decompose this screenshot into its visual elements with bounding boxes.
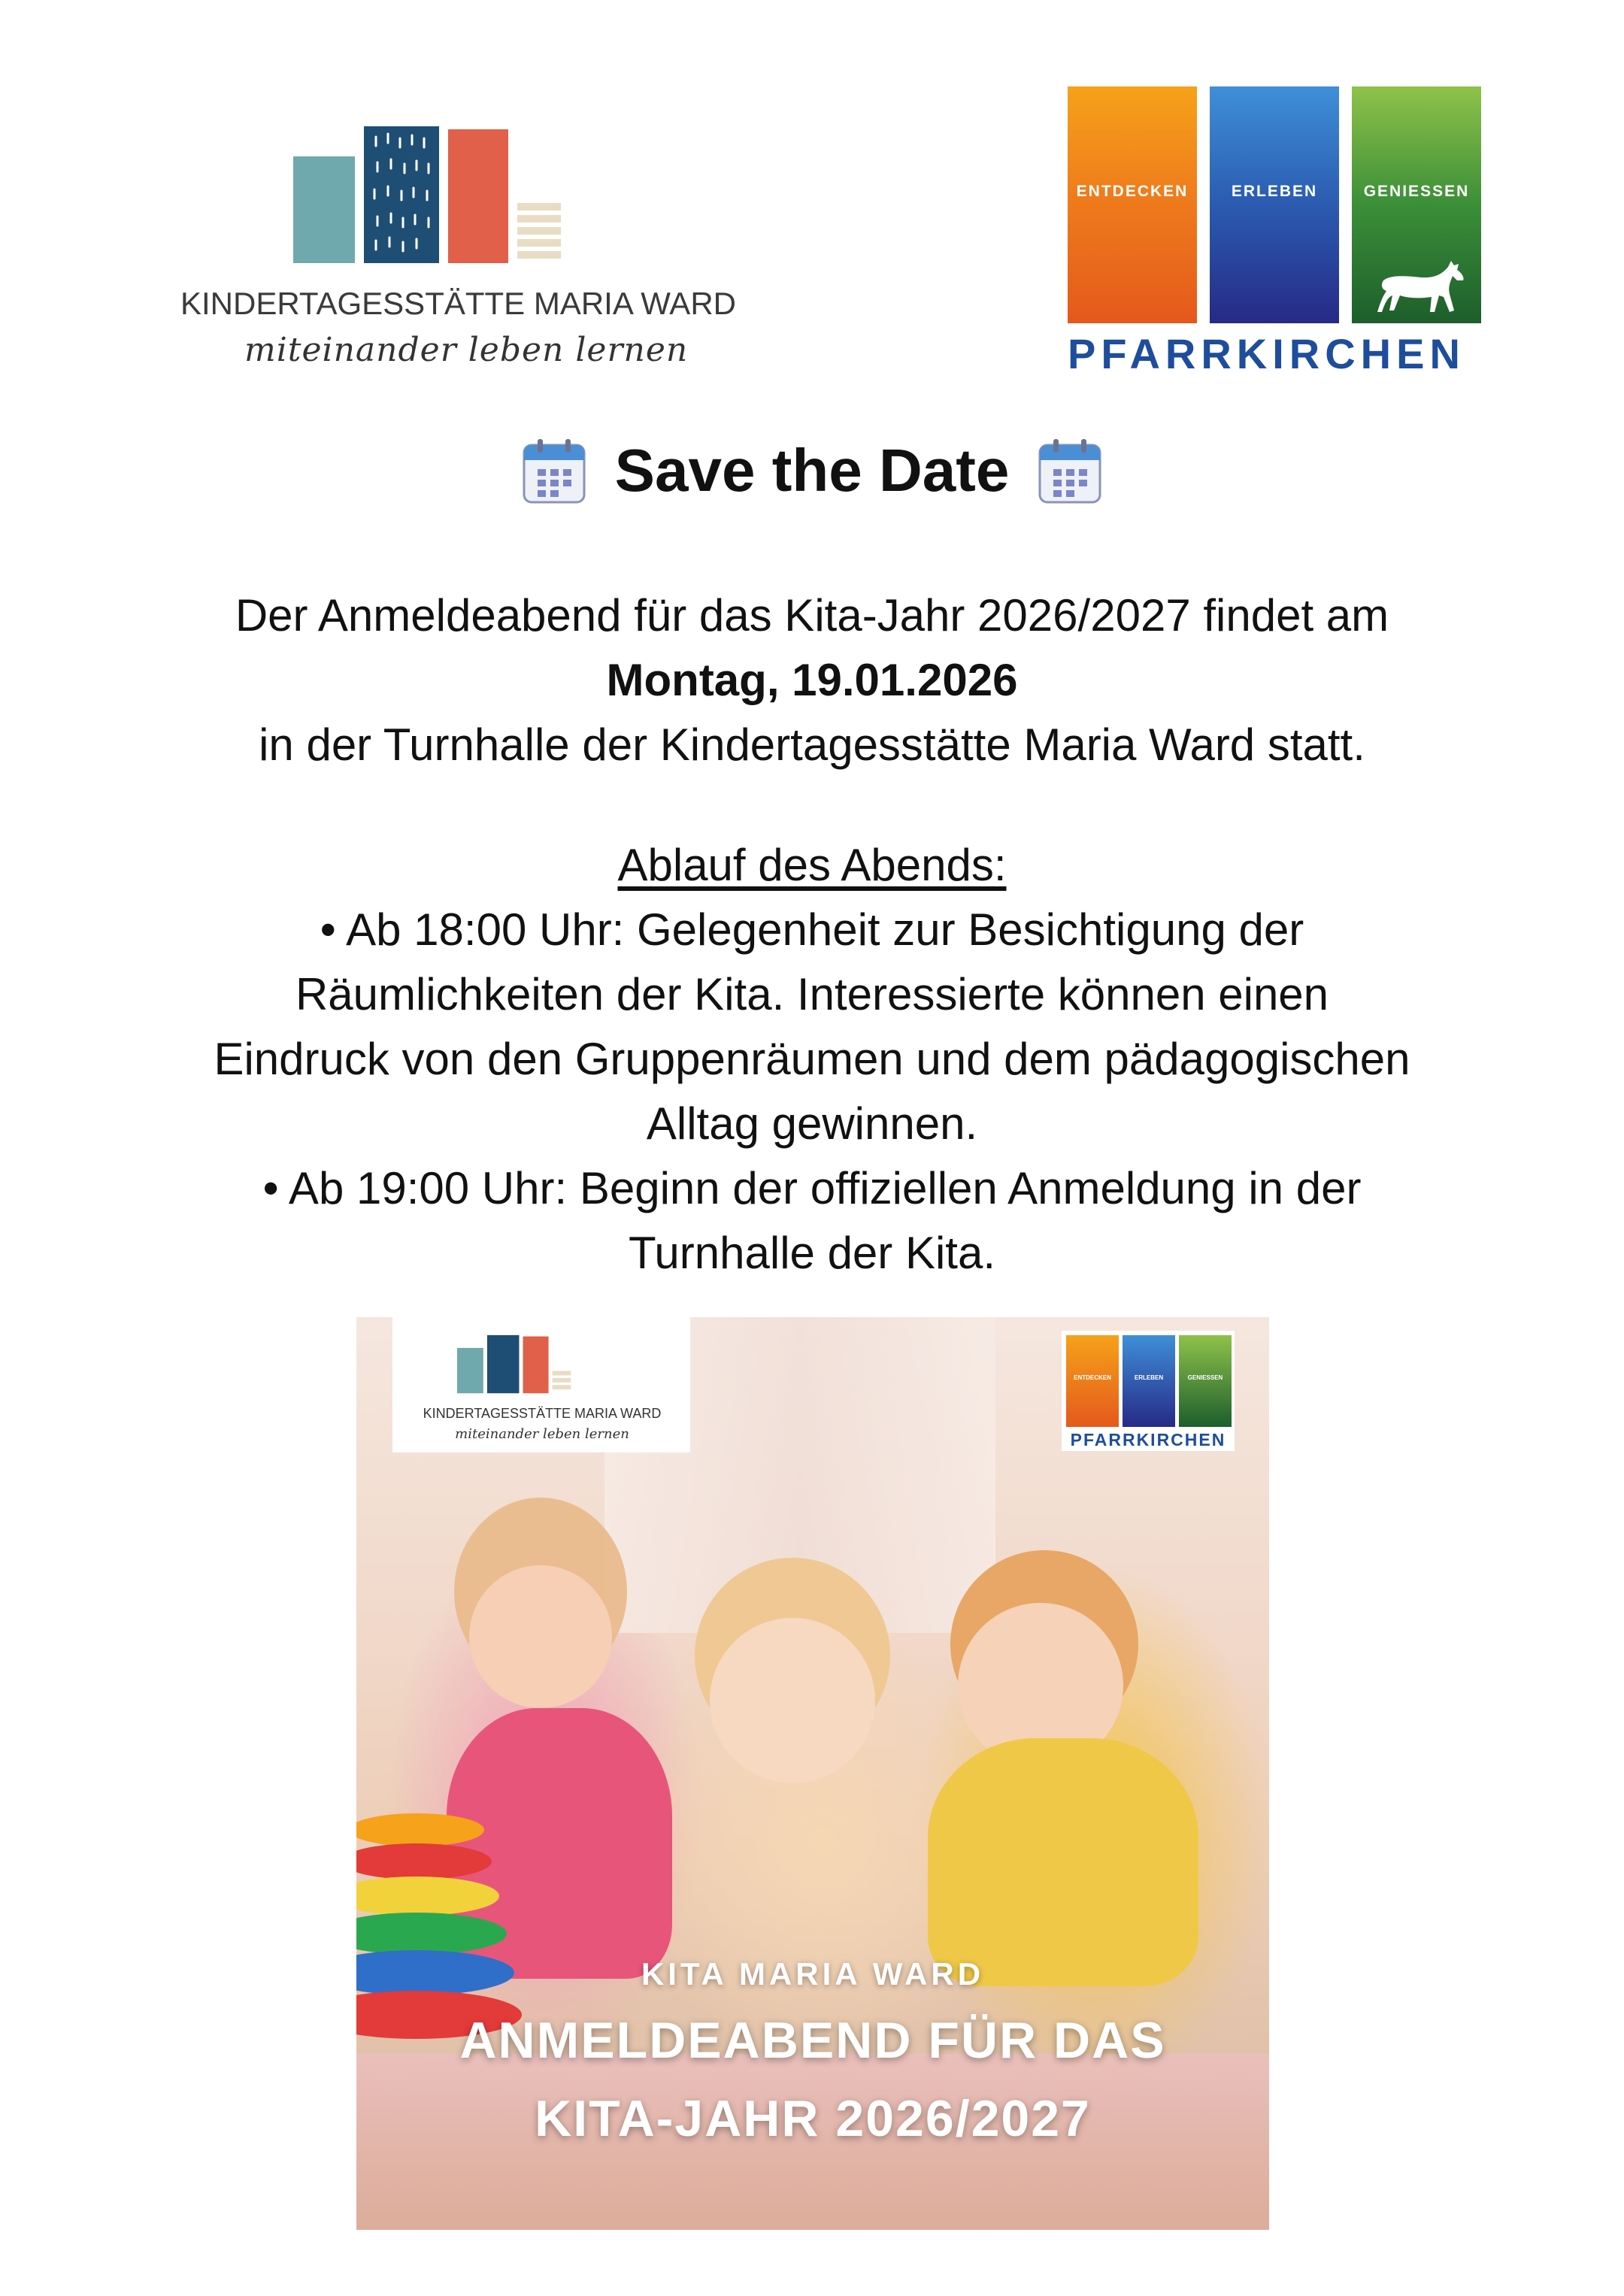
poster-kita-name: KINDERTAGESSTÄTTE MARIA WARD <box>423 1406 662 1421</box>
poster-pf-orange-column <box>1066 1335 1119 1427</box>
pfarrkirchen-orange-column <box>1068 86 1197 323</box>
kita-logo-bars-icon <box>457 1331 585 1398</box>
pfarrkirchen-logo <box>1068 86 1481 377</box>
poster-pf-name: PFARRKIRCHEN <box>1070 1430 1226 1449</box>
schedule-section <box>0 833 1624 1286</box>
poster-pfarrkirchen-logo <box>1062 1331 1235 1451</box>
poster-pf-word: ERLEBEN <box>1134 1374 1164 1381</box>
kita-logo-name: KINDERTAGESSTÄTTE MARIA WARD <box>180 286 736 321</box>
page-title: Save the Date <box>614 437 1010 504</box>
poster-kita-logo <box>392 1317 690 1452</box>
poster-title-line: KITA-JAHR 2026/2027 <box>535 2090 1091 2147</box>
poster-pf-blue-column <box>1123 1335 1175 1427</box>
event-poster-image <box>356 1317 1269 2230</box>
poster-pf-word: ENTDECKEN <box>1074 1374 1111 1381</box>
schedule-item-line: • Ab 19:00 Uhr: Beginn der offiziellen Anmeldung in der <box>262 1163 1362 1213</box>
child-face-middle <box>710 1618 875 1783</box>
event-date: Montag, 19.01.2026 <box>606 655 1018 705</box>
poster-pf-word: GENIESSEN <box>1187 1374 1223 1381</box>
kita-logo-tagline: miteinander leben lernen <box>244 331 689 369</box>
schedule-item-line: • Ab 18:00 Uhr: Gelegenheit zur Besichtigung der <box>320 904 1304 955</box>
poster-title-line: ANMELDEABEND FÜR DAS <box>459 2012 1166 2069</box>
horse-icon <box>1376 258 1470 318</box>
intro-paragraph <box>0 583 1624 777</box>
child-face-left <box>469 1565 612 1708</box>
save-the-date-heading <box>0 436 1624 505</box>
pfarrkirchen-word-erleben: ERLEBEN <box>1231 183 1318 200</box>
poster-subtitle: KITA MARIA WARD <box>641 1956 985 1992</box>
schedule-item-line: Alltag gewinnen. <box>646 1098 978 1149</box>
kita-logo-bars-icon <box>293 120 594 271</box>
poster-pf-green-column <box>1179 1335 1232 1427</box>
poster-kita-tagline: miteinander leben lernen <box>455 1426 629 1442</box>
poster-title <box>356 2001 1269 2158</box>
pfarrkirchen-word-geniessen: GENIESSEN <box>1363 183 1470 200</box>
child-shirt-right <box>928 1738 1198 1986</box>
schedule-item-line: Turnhalle der Kita. <box>628 1228 996 1278</box>
intro-line: Der Anmeldeabend für das Kita-Jahr 2026/2027 findet am <box>235 590 1389 641</box>
intro-line: in der Turnhalle der Kindertagesstätte Maria Ward statt. <box>259 719 1365 770</box>
schedule-heading: Ablauf des Abends: <box>617 840 1007 890</box>
schedule-item-line: Räumlichkeiten der Kita. Interessierte können einen <box>295 969 1329 1019</box>
kita-maria-ward-logo <box>173 113 736 383</box>
pfarrkirchen-name: PFARRKIRCHEN <box>1068 330 1465 377</box>
calendar-icon <box>521 436 587 505</box>
pfarrkirchen-blue-column <box>1210 86 1339 323</box>
calendar-icon <box>1037 436 1103 505</box>
schedule-item-line: Eindruck von den Gruppenräumen und dem pädagogischen <box>214 1034 1410 1084</box>
pfarrkirchen-word-entdecken: ENTDECKEN <box>1076 183 1189 200</box>
